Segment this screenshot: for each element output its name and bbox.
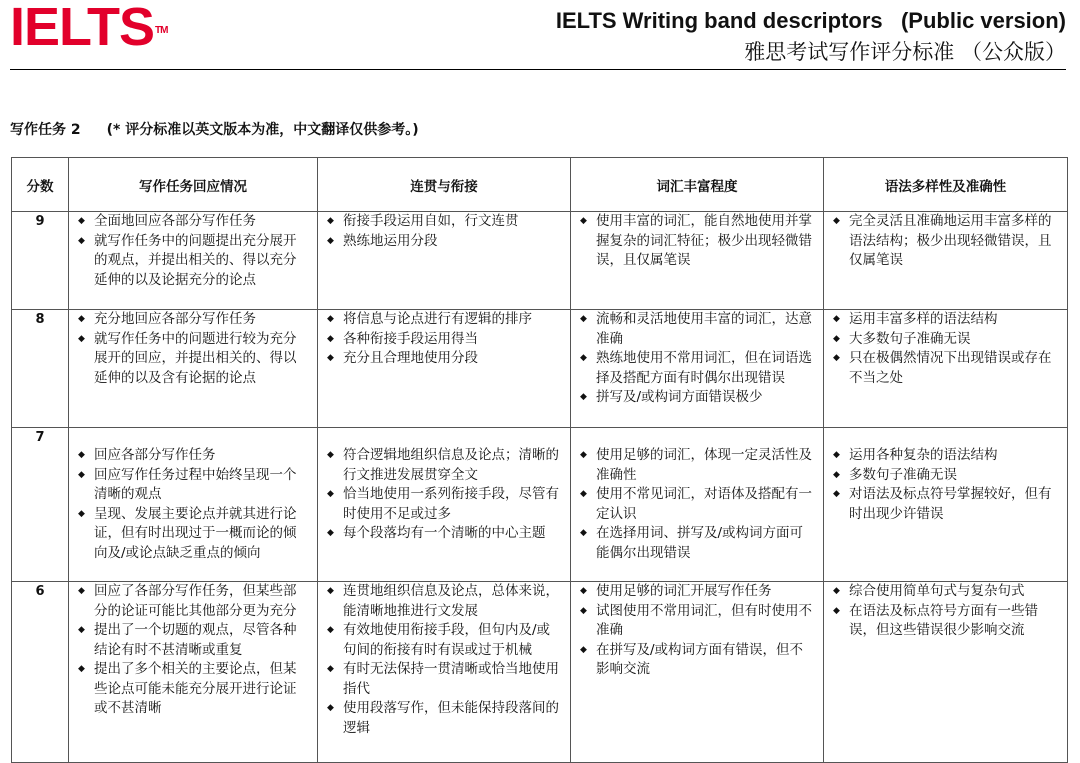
list-item: ◆ 大多数句子准确无误 <box>830 330 1059 350</box>
header-task-response: 写作任务回应情况 <box>69 158 318 212</box>
list-item: ◆ 充分且合理地使用分段 <box>324 349 562 369</box>
task-response-cell <box>69 212 318 310</box>
list-item: ◆ 综合使用简单句式与复杂句式 <box>830 582 1059 602</box>
list-item: ◆ 只在极偶然情况下出现错误或存在不当之处 <box>830 349 1059 388</box>
list-item: ◆ 各种衔接手段运用得当 <box>324 330 562 350</box>
list-item: ◆ 流畅和灵活地使用丰富的词汇，达意准确 <box>577 310 815 349</box>
header-divider <box>10 69 1066 70</box>
list-item: ◆ 使用足够的词汇开展写作任务 <box>577 582 815 602</box>
list-item: ◆ 熟练地使用不常用词汇，但在词语选择及搭配方面有时偶尔出现错误 <box>577 349 815 388</box>
list-item: ◆ 连贯地组织信息及论点，总体来说，能清晰地推进行文发展 <box>324 582 562 621</box>
list-item: ◆ 就写作任务中的问题进行较为充分展开的回应，并提出相关的、得以延伸的以及含有论据的论点 <box>75 330 309 389</box>
task-response-cell <box>69 428 318 582</box>
list-item: ◆ 有时无法保持一贯清晰或恰当地使用指代 <box>324 660 562 699</box>
grammar-cell <box>824 212 1068 310</box>
ielts-logo: IELTS™ <box>10 0 168 57</box>
list-item: ◆ 使用不常见词汇，对语体及搭配有一定认识 <box>577 485 815 524</box>
lexical-cell <box>571 582 824 763</box>
header-coherence-cohesion: 连贯与衔接 <box>318 158 571 212</box>
band-score: 6 <box>12 582 69 763</box>
list-item: ◆ 使用足够的词汇，体现一定灵活性及准确性 <box>577 446 815 485</box>
grammar-cell <box>824 428 1068 582</box>
list-item: ◆ 运用各种复杂的语法结构 <box>830 446 1059 466</box>
grammar-cell <box>824 310 1068 428</box>
table-row-band-8 <box>12 310 1068 428</box>
list-item: ◆ 试图使用不常用词汇，但有时使用不准确 <box>577 602 815 641</box>
list-item: ◆ 回应写作任务过程中始终呈现一个清晰的观点 <box>75 466 309 505</box>
coherence-cell <box>318 428 571 582</box>
coherence-cell <box>318 212 571 310</box>
coherence-cell <box>318 582 571 763</box>
lexical-cell <box>571 310 824 428</box>
list-item: ◆ 提出了一个切题的观点，尽管各种结论有时不甚清晰或重复 <box>75 621 309 660</box>
trademark-mark: TM <box>155 25 168 36</box>
table-row-band-9 <box>12 212 1068 310</box>
document-title-english: IELTS Writing band descriptors (Public version) <box>555 8 1066 33</box>
document-title-chinese: 雅思考试写作评分标准 （公众版） <box>744 40 1066 64</box>
list-item: ◆ 呈现、发展主要论点并就其进行论证，但有时出现过于一概而论的倾向及/或论点缺乏重点的倾向 <box>75 505 309 564</box>
list-item: ◆ 完全灵活且准确地运用丰富多样的语法结构；极少出现轻微错误，且仅属笔误 <box>830 212 1059 271</box>
header-score: 分数 <box>12 158 69 212</box>
list-item: ◆ 衔接手段运用自如，行文连贯 <box>324 212 562 232</box>
list-item: ◆ 对语法及标点符号掌握较好，但有时出现少许错误 <box>830 485 1059 524</box>
list-item: ◆ 符合逻辑地组织信息及论点；清晰的行文推进发展贯穿全文 <box>324 446 562 485</box>
table-header-row <box>12 158 1068 212</box>
list-item: ◆ 将信息与论点进行有逻辑的排序 <box>324 310 562 330</box>
list-item: ◆ 回应了各部分写作任务，但某些部分的论证可能比其他部分更为充分 <box>75 582 309 621</box>
list-item: ◆ 在选择用词、拼写及/或构词方面可能偶尔出现错误 <box>577 524 815 563</box>
lexical-cell <box>571 212 824 310</box>
task-heading <box>10 119 419 139</box>
lexical-cell <box>571 428 824 582</box>
list-item: ◆ 在拼写及/或构词方面有错误，但不影响交流 <box>577 641 815 680</box>
list-item: ◆ 拼写及/或构词方面错误极少 <box>577 388 815 408</box>
band-descriptor-table <box>11 157 1068 763</box>
list-item: ◆ 回应各部分写作任务 <box>75 446 309 466</box>
task-label: 写作任务 2 <box>10 122 81 138</box>
list-item: ◆ 每个段落均有一个清晰的中心主题 <box>324 524 562 544</box>
list-item: ◆ 就写作任务中的问题提出充分展开的观点，并提出相关的、得以充分延伸的以及论据充分的论点 <box>75 232 309 291</box>
coherence-cell <box>318 310 571 428</box>
band-score: 9 <box>12 212 69 310</box>
list-item: ◆ 提出了多个相关的主要论点，但某些论点可能未能充分展开进行论证或不甚清晰 <box>75 660 309 719</box>
list-item: ◆ 全面地回应各部分写作任务 <box>75 212 309 232</box>
list-item: ◆ 使用段落写作，但未能保持段落间的逻辑 <box>324 699 562 738</box>
list-item: ◆ 使用丰富的词汇，能自然地使用并掌握复杂的词汇特征；极少出现轻微错误，且仅属笔误 <box>577 212 815 271</box>
list-item: ◆ 恰当地使用一系列衔接手段，尽管有时使用不足或过多 <box>324 485 562 524</box>
table-row-band-7 <box>12 428 1068 582</box>
band-score: 8 <box>12 310 69 428</box>
list-item: ◆ 充分地回应各部分写作任务 <box>75 310 309 330</box>
list-item: ◆ 有效地使用衔接手段，但句内及/或句间的衔接有时有误或过于机械 <box>324 621 562 660</box>
band-score: 7 <box>12 428 69 582</box>
list-item: ◆ 运用丰富多样的语法结构 <box>830 310 1059 330</box>
header-lexical-resource: 词汇丰富程度 <box>571 158 824 212</box>
translation-note: (* 评分标准以英文版本为准，中文翻译仅供参考。) <box>106 122 419 138</box>
header-grammatical-range: 语法多样性及准确性 <box>824 158 1068 212</box>
table-row-band-6 <box>12 582 1068 763</box>
task-response-cell <box>69 310 318 428</box>
list-item: ◆ 熟练地运用分段 <box>324 232 562 252</box>
list-item: ◆ 在语法及标点符号方面有一些错误，但这些错误很少影响交流 <box>830 602 1059 641</box>
task-response-cell <box>69 582 318 763</box>
grammar-cell <box>824 582 1068 763</box>
list-item: ◆ 多数句子准确无误 <box>830 466 1059 486</box>
